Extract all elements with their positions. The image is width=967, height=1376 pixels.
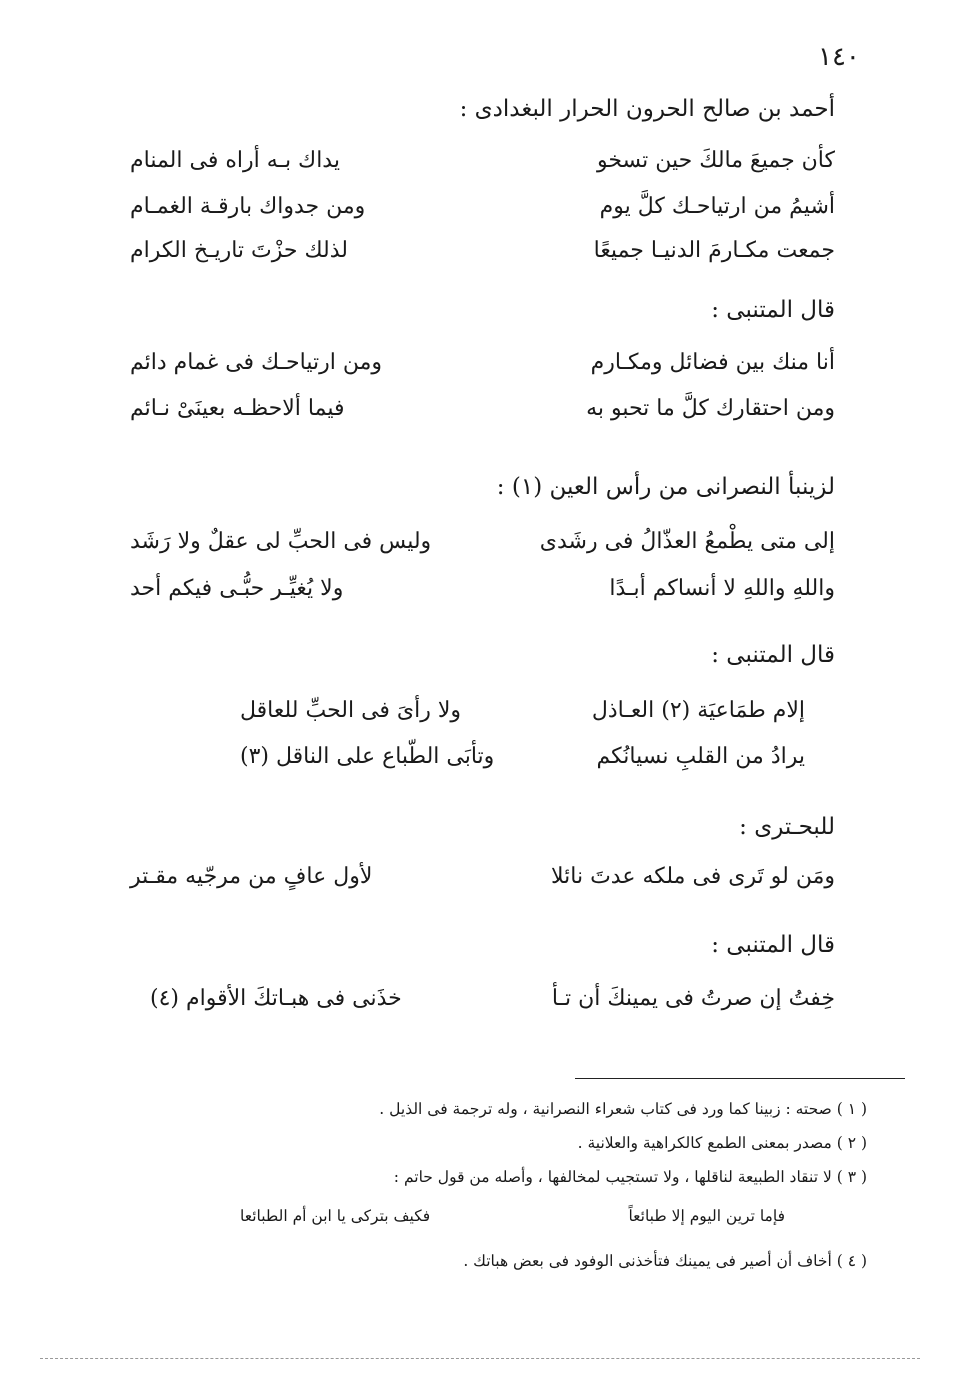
first-hemistich: إلام طمَاعيَة (٢) العـاذل (591, 698, 805, 723)
section-heading: للبحـترى : (739, 814, 835, 840)
second-hemistich: ومن جدواك بارقـة الغمـام (130, 194, 366, 219)
footnote-divider (575, 1078, 905, 1079)
verse-line (130, 350, 835, 388)
second-hemistich: فكيف بتركى يا ابن أم الطبائعا (240, 1207, 431, 1225)
section-heading: قال المتنبى : (711, 297, 835, 323)
verse-line (130, 744, 835, 782)
section-heading: لزينبأ النصرانى من رأس العين (١) : (496, 474, 835, 500)
footnote: ( ١ ) صحته : زبينا كما ورد فى كتاب شعراء النصرانية ، وله ترجمة فى الذيل . (379, 1100, 867, 1118)
section-heading: قال المتنبى : (711, 642, 835, 668)
second-hemistich: ومن ارتياحـك فى غمام دائم (130, 350, 382, 375)
verse-line (130, 396, 835, 434)
footnote: ( ٤ ) أخاف أن أصير فى يمينك فتأخذنى الوفود فى بعض هباتك . (463, 1252, 867, 1270)
first-hemistich: ومَن لو تَرى فى ملكه عدتَ نائلا (551, 864, 835, 889)
second-hemistich: يداك بـه أراه فى المنام (130, 148, 340, 173)
first-hemistich: يرادُ من القلبِ نسيانُكم (596, 744, 805, 769)
footnote: ( ٢ ) مصدر بمعنى الطمع كالكراهية والعلانية . (577, 1134, 867, 1152)
second-hemistich: ولا يُغيِّـر حبُّـى فيكم أحد (130, 576, 344, 601)
page-bottom-edge (40, 1358, 920, 1359)
second-hemistich: خذَنى فى هبـاتكَ الأقوام (٤) (150, 986, 402, 1011)
second-hemistich: فيما ألاحظـه بعينَىْ نـائم (130, 396, 345, 421)
second-hemistich: ولا رأىَ فى الحبِّ للعاقل (240, 698, 462, 723)
first-hemistich: أشيمُ من ارتياحـك كلَّ يوم (599, 194, 835, 219)
verse-line (130, 698, 835, 736)
verse-line (130, 194, 835, 232)
verse-line (130, 576, 835, 614)
verse-line (130, 238, 835, 276)
first-hemistich: خِفتُ إن صرتُ فى يمينكَ أن تـأ (551, 986, 835, 1011)
first-hemistich: أنا منك بين فضائل ومكـارم (590, 350, 835, 375)
first-hemistich: كأن جميعَ مالكَ حين تسخو (596, 148, 835, 173)
second-hemistich: لذلك حزْتَ تاريـخ الكرام (130, 238, 348, 263)
verse-line (130, 529, 835, 567)
first-hemistich: ومن احتقارك كلَّ ما تحبو به (586, 396, 835, 421)
section-heading: قال المتنبى : (711, 932, 835, 958)
first-hemistich: واللهِ واللهِ لا أنساكم أبـدًا (609, 576, 835, 601)
section-heading: أحمد بن صالح الحرون الحرار البغدادى : (459, 96, 835, 122)
second-hemistich: لأول عافٍ من مرجّيه مقـتر (130, 864, 373, 889)
first-hemistich: إلى متى يطْمعُ العذّالُ فى رشَدى (539, 529, 835, 554)
second-hemistich: وليس فى الحبِّ لى عقلٌ ولا رَشَد (130, 529, 432, 554)
verse-line (130, 986, 835, 1024)
page-number: ١٤٠ (818, 42, 860, 72)
first-hemistich: فإما ترين اليوم إلا طبائعاً (628, 1207, 785, 1225)
first-hemistich: جمعت مكـارمَ الدنيـا جميعًا (593, 238, 835, 263)
verse-line (130, 864, 835, 902)
second-hemistich: وتأبَى الطّباع على الناقل (٣) (240, 744, 495, 769)
verse-line (130, 148, 835, 186)
footnote: ( ٣ ) لا تنقاد الطبيعة لناقلها ، ولا تستجيب لمخالفها ، وأصله من قول حاتم : (393, 1168, 867, 1186)
